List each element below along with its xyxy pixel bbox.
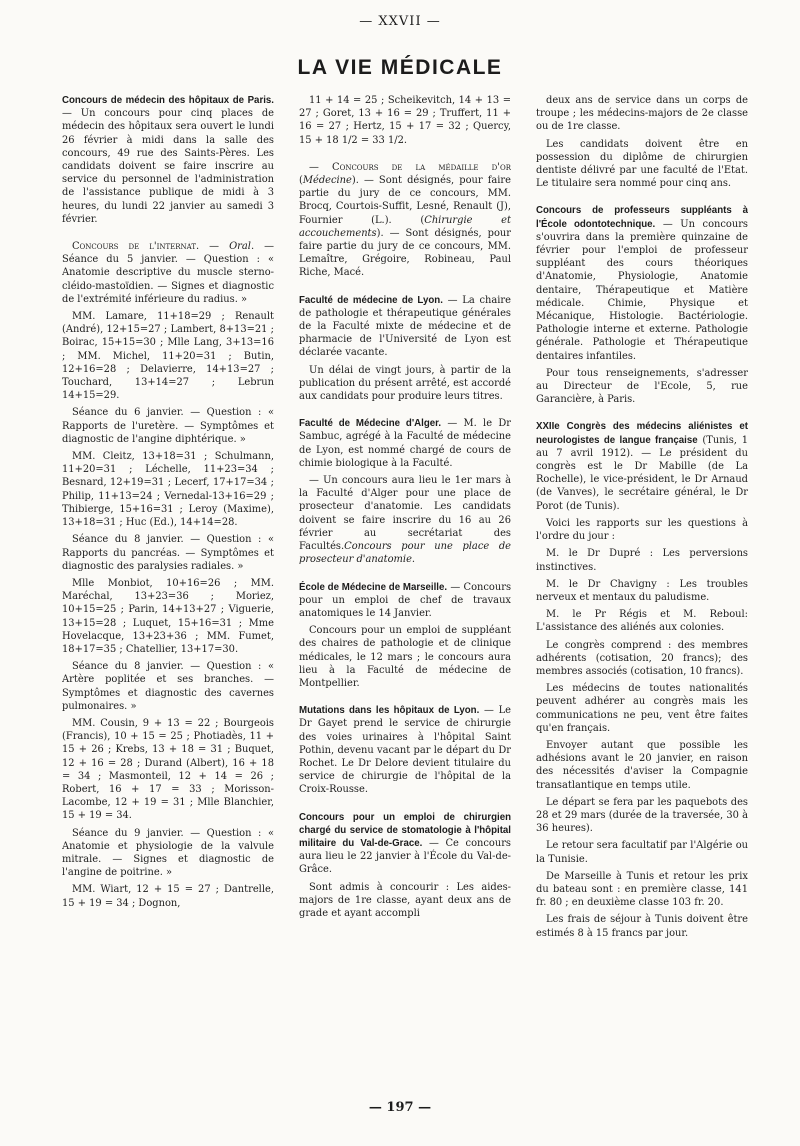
section-heading: Concours de médecin des hôpitaux de Paris.	[62, 95, 274, 106]
column-middle	[299, 94, 511, 1086]
col2-paragraph	[299, 417, 511, 470]
body-text: Les candidats doivent être en possession du diplôme de chirurgien dentiste délivré par une faculté de l'Etat. Le titulaire sera nommé pour cinq ans.	[536, 138, 748, 190]
body-text: MM. Cousin, 9 + 13 = 22 ; Bourgeois (Francis), 10 + 15 = 25 ; Photiadès, 11 + 15 + 26 ; Krebs, 13 + 18 = 31 ; Buquet, 12 + 16 = 28 ; Durand (Albert), 16 + 18 = 34 ; Masmonteil, 12 + 14 = 26 ; Robert, 16 + 17 = 33 ; Morisson-Lacombe, 12 + 19 = 31 ; Mlle Blanchier, 15 + 19 = 34.	[62, 717, 274, 822]
body-text: De Marseille à Tunis et retour les prix du bateau sont : en première classe, 141 fr. 80 ; en deuxième classe 103 fr. 20.	[536, 870, 748, 909]
col1-paragraph	[62, 240, 274, 306]
col2-paragraph	[299, 161, 511, 280]
col3-paragraph	[536, 839, 748, 865]
body-text: — M. le Dr Sambuc, agrégé à la Faculté de médecine de Lyon, est nommé chargé de cours de chimie biologique à la Faculté.	[299, 418, 511, 469]
section-heading: XXIIe Congrès des médecins aliénistes et neurologistes de langue française	[536, 421, 748, 446]
body-text: Sont admis à concourir : Les aides-majors de 1re classe, ayant deux ans de grade et ayant accompli	[299, 881, 511, 919]
section-heading: Concours de professeurs suppléants à l'École odontotechnique.	[536, 205, 748, 230]
body-text: Concours pour un emploi de suppléant des chaires de pathologie et de clinique médicales, le 12 mars ; le concours aura lieu à la Faculté de médecine de Montpellier.	[299, 625, 511, 689]
body-text: ). — Sont désignés, pour faire partie du jury de ce concours, MM. Lemaître, Grégoire, Robineau, Paul Riche, Macé.	[299, 227, 511, 279]
col2-paragraph	[299, 474, 511, 566]
italic-text: Oral.	[229, 241, 255, 253]
body-text: deux ans de service dans un corps de troupe ; les médecins-majors de 2e classe ou de 1re classe.	[536, 95, 748, 133]
section-heading: École de Médecine de Marseille.	[299, 581, 448, 593]
col3-paragraph	[536, 682, 748, 735]
body-text: — Un concours pour cinq places de médecin des hôpitaux sera ouvert le lundi 26 février à midi dans la salle des concours, 49 rue des Saints-Pères. Les candidats doivent se faire inscrire au service du personnel de l'administration de l'assistance publique de midi à 3 heures, du lundi 22 janvier au samedi 3 février.	[62, 108, 274, 225]
col1-paragraph	[62, 533, 274, 573]
col3-paragraph	[536, 913, 748, 939]
body-text: 11 + 14 = 25 ; Scheikevitch, 14 + 13 = 27 ; Goret, 13 + 16 = 29 ; Truffert, 11 + 16 = 27 ; Hertz, 15 + 17 = 32 ; Quercy, 15 + 18 1/2 = 33 1/2.	[299, 95, 511, 146]
body-text: — Ce concours aura lieu le 22 janvier à l'École du Val-de-Grâce.	[299, 837, 511, 876]
body-text: —	[199, 241, 230, 253]
col3-paragraph	[536, 739, 748, 792]
col3-paragraph	[536, 420, 748, 512]
body-text: Envoyer autant que possible les adhésions avant le 20 janvier, en raison des nécessités d'aviser la Compagnie transatlantique en temps utile.	[536, 739, 748, 791]
body-text: Un délai de vingt jours, à partir de la publication du présent arrêté, est accordé aux candidats pour produire leurs titres.	[299, 364, 511, 403]
section-heading: Concours pour un emploi de chirurgien chargé du service de stomatologie à l'hôpital militaire du Val-de-Grace.	[299, 811, 511, 849]
column-left	[62, 94, 274, 1086]
body-text: Pour tous renseignements, s'adresser au Directeur de l'Ecole, 5, rue Garancière, à Paris.	[536, 367, 748, 406]
body-text: — Concours pour un emploi de chef de travaux anatomiques le 14 Janvier.	[299, 581, 511, 619]
body-text: M. le Pr Régis et M. Reboul: L'assistance des aliénés aux colonies.	[536, 609, 748, 634]
body-text: — Le Dr Gayet prend le service de chirurgie des voies urinaires à l'hôpital Saint Pothin, devenu vacant par le départ du Dr Rochet. Le Dr Delore devient titulaire du service de chirurgie de l'hôpital de la Croix-Rousse.	[299, 705, 511, 796]
col3-paragraph	[536, 204, 748, 362]
col1-paragraph	[62, 660, 274, 713]
body-text: MM. Lamare, 11+18=29 ; Renault (André), 12+15=27 ; Lambert, 8+13=21 ; Boirac, 15+15=30 ; Mlle Lang, 3+13=16 ; MM. Michel, 11+20=31 ; Butin, 12+16=28 ; Delavierre, 14+13=27 ; Touchard, 13+14=27 ; Lebrun 14+15=29.	[62, 311, 274, 402]
section-heading: Faculté de médecine de Lyon.	[299, 294, 443, 306]
col3-paragraph	[536, 94, 748, 134]
body-text: M. le Dr Chavigny : Les troubles nerveux et mentaux du paludisme.	[536, 578, 748, 603]
italic-text: Chirurgie et accouchements	[299, 214, 511, 239]
col2-paragraph	[299, 364, 511, 404]
body-text: Le retour sera facultatif par l'Algérie ou la Tunisie.	[536, 840, 748, 865]
col3-paragraph	[536, 138, 748, 191]
col2-paragraph	[299, 811, 511, 877]
col1-paragraph	[62, 406, 274, 446]
body-text: — Séance du 5 janvier. — Question : « Anatomie descriptive du muscle sterno-cléido-mastoïdien. — Signes et diagnostic de l'extrémité inférieure du radius. »	[62, 241, 274, 305]
body-text: — La chaire de pathologie et thérapeutique générales de la Faculté mixte de médecine et de pharmacie de l'Université de Lyon est déclarée vacante.	[299, 294, 511, 359]
body-text: Le congrès comprend : des membres adhérents (cotisation, 20 francs); des membres associés (cotisation, 10 francs).	[536, 639, 748, 677]
italic-text: Concours pour une place de prosecteur d'anatomie.	[299, 541, 511, 566]
col1-paragraph	[62, 577, 274, 656]
col1-paragraph	[62, 310, 274, 402]
col3-paragraph	[536, 578, 748, 604]
body-text: Voici les rapports sur les questions à l'ordre du jour :	[536, 517, 748, 543]
page-title: LA VIE MÉDICALE	[297, 56, 503, 79]
col3-paragraph	[536, 517, 748, 543]
col3-paragraph	[536, 367, 748, 407]
col1-paragraph	[62, 94, 274, 226]
col1-paragraph	[62, 827, 274, 880]
col3-paragraph	[536, 796, 748, 836]
body-text: Les médecins de toutes nationalités peuvent adhérer au congrès mais les communications ne peu, vent être faites qu'en français.	[536, 683, 748, 734]
col3-paragraph	[536, 639, 748, 679]
col2-paragraph	[299, 581, 511, 621]
column-right	[536, 94, 748, 1086]
body-text: Séance du 8 janvier. — Question : « Rapports du pancréas. — Symptômes et diagnostic des paralysies radiales. »	[62, 534, 274, 572]
col3-paragraph	[536, 870, 748, 910]
article-columns	[62, 94, 748, 1086]
small-caps-heading: — Concours de la médaille d'or	[309, 161, 511, 173]
col1-paragraph	[62, 717, 274, 823]
small-caps-heading: Concours de l'internat.	[72, 241, 200, 253]
body-text: Les frais de séjour à Tunis doivent être estimés 8 à 15 francs par jour.	[536, 914, 748, 939]
col1-paragraph	[62, 450, 274, 529]
body-text: Séance du 9 janvier. — Question : « Anatomie et physiologie de la valvule mitrale. — Signes et diagnostic de l'angine de poitrine. »	[62, 827, 274, 879]
col2-paragraph	[299, 881, 511, 921]
body-text: Séance du 6 janvier. — Question : « Rapports de l'uretère. — Symptômes et diagnostic de l'angine diphtérique. »	[62, 407, 274, 445]
col3-paragraph	[536, 608, 748, 634]
body-text: (Tunis, 1 au 7 avril 1912). — Le président du congrès est le Dr Mabille (de La Rochelle), le vice-président, le Dr Arnaud (de Vanves), le secrétaire général, le Dr Porot (de Tunis).	[536, 434, 748, 512]
body-text: ). — Sont désignés, pour faire partie du jury de ce concours, MM. Brocq, Courtois-Suffit, Lesné, Renault (J), Fournier (L.). (	[299, 175, 511, 226]
section-heading: Mutations dans les hôpitaux de Lyon.	[299, 705, 480, 717]
col1-paragraph	[62, 883, 274, 909]
body-text: — Un concours s'ouvrira dans la première quinzaine de février pour l'emploi de professeur suppléant des cours théoriques d'Anatomie, Physiologie, Anatomie dentaire, Thérapeutique et Matière médicale. Chimie, Physique et Mécanique, Histologie. Bactériologie. Pathologie interne et externe. Pathologie générale. Pathologie et Thérapeutique dentaires infantiles.	[536, 218, 748, 362]
page-number: — 197 —	[368, 1100, 432, 1115]
body-text: (	[299, 175, 303, 187]
col2-paragraph	[299, 94, 511, 147]
page-roman-numeral: — XXVII —	[359, 14, 441, 29]
body-text: Le départ se fera par les paquebots des 28 et 29 mars (durée de la traversée, 30 à 36 heures).	[536, 796, 748, 835]
body-text: M. le Dr Dupré : Les perversions instinctives.	[536, 548, 748, 573]
col2-paragraph	[299, 704, 511, 796]
body-text: MM. Cleitz, 13+18=31 ; Schulmann, 11+20=31 ; Léchelle, 11+23=34 ; Besnard, 12+19=31 ; Lecerf, 17+17=34 ; Philip, 11+13=24 ; Vernedal-13+16=29 ; Thibierge, 15+16=31 ; Leroy (Maxime), 13+18=31 ; Huc (Ed.), 14+14=28.	[62, 451, 274, 529]
col3-paragraph	[536, 547, 748, 573]
col2-paragraph	[299, 624, 511, 690]
col2-paragraph	[299, 294, 511, 360]
body-text: Séance du 8 janvier. — Question : « Artère poplitée et ses branches. — Symptômes et diagnostic des cavernes pulmonaires. »	[62, 661, 274, 712]
body-text: — Un concours aura lieu le 1er mars à la Faculté d'Alger pour une place de prosecteur d'anatomie. Les candidats doivent se faire inscrire du 16 au 26 février au secrétariat des Facultés.	[299, 475, 511, 553]
section-heading: Faculté de Médecine d'Alger.	[299, 418, 442, 430]
body-text: Mlle Monbiot, 10+16=26 ; MM. Maréchal, 13+23=36 ; Moriez, 10+15=25 ; Parin, 14+13+27 ; Viguerie, 13+15=28 ; Luquet, 15+16=31 ; Mme Hovelacque, 13+23+36 ; MM. Fumet, 18+17=35 ; Chatellier, 13+17=30.	[62, 577, 274, 655]
body-text: MM. Wiart, 12 + 15 = 27 ; Dantrelle, 15 + 19 = 34 ; Dognon,	[62, 884, 274, 909]
italic-text: Médecine	[302, 175, 352, 187]
